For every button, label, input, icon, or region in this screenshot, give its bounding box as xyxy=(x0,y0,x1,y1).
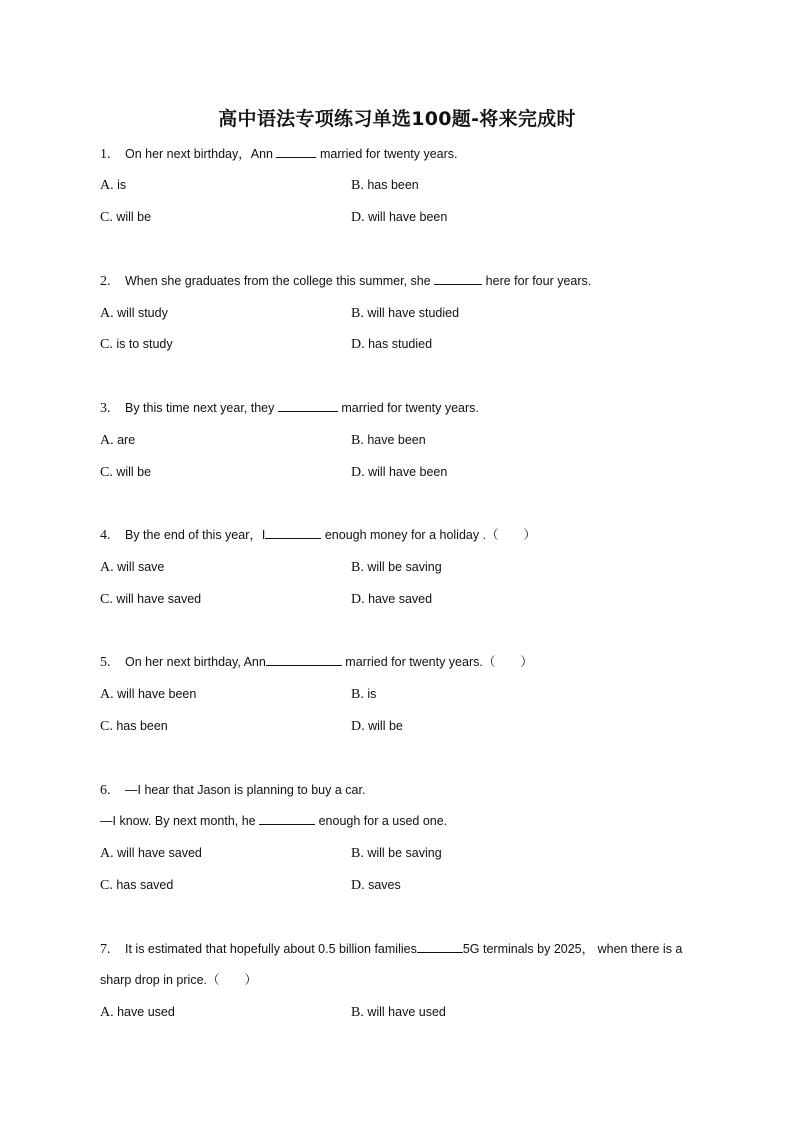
option-b[interactable]: B. is xyxy=(351,687,377,702)
option-d[interactable]: D. saves xyxy=(351,878,401,893)
question-number: 2. xyxy=(100,274,111,289)
page-title: 高中语法专项练习单选100题-将来完成时 xyxy=(218,108,576,130)
option-c[interactable]: C. is to study xyxy=(100,337,173,352)
question-text-after: enough money for a holiday .（ ） xyxy=(321,528,537,542)
question-text-before: It is estimated that hopefully about 0.5 billion families xyxy=(125,942,417,956)
answer-blank xyxy=(434,273,482,285)
question-text-before: When she graduates from the college this summer, she xyxy=(125,274,435,288)
option-c[interactable]: C. will be xyxy=(100,210,152,225)
option-b[interactable]: B. has been xyxy=(351,178,419,193)
question-1 xyxy=(100,146,458,163)
question-number: 7. xyxy=(100,942,111,957)
question-text-after: 5G terminals by 2025， when there is a xyxy=(462,942,683,956)
question-text-before: On her next birthday, Ann xyxy=(125,655,266,669)
option-d[interactable]: D. have saved xyxy=(351,592,433,607)
option-c[interactable]: C. has been xyxy=(100,719,168,734)
option-d[interactable]: D. has studied xyxy=(351,337,433,352)
answer-blank xyxy=(265,527,321,539)
option-b[interactable]: B. will be saving xyxy=(351,560,442,575)
question-4 xyxy=(100,527,536,544)
option-a[interactable]: A. will have been xyxy=(100,687,197,702)
option-a[interactable]: A. have used xyxy=(100,1005,175,1020)
question-text-after: married for twenty years.（ ） xyxy=(341,655,533,669)
question-text-after: married for twenty years. xyxy=(337,401,479,415)
question-number: 1. xyxy=(100,147,111,162)
answer-blank xyxy=(259,813,315,825)
option-a[interactable]: A. are xyxy=(100,433,136,448)
question-text-after: married for twenty years. xyxy=(316,147,458,161)
question-text-before: By this time next year, they xyxy=(125,401,278,415)
question-5 xyxy=(100,654,533,671)
question-2 xyxy=(100,273,591,290)
question-number: 4. xyxy=(100,528,111,543)
question-text-after: here for four years. xyxy=(482,274,592,288)
answer-blank xyxy=(417,941,463,953)
option-d[interactable]: D. will be xyxy=(351,719,403,734)
answer-blank xyxy=(276,146,316,158)
option-a[interactable]: A. is xyxy=(100,178,127,193)
option-b[interactable]: B. have been xyxy=(351,433,426,448)
option-a[interactable]: A. will study xyxy=(100,306,168,321)
question-3 xyxy=(100,400,479,417)
question-number: 6. xyxy=(100,783,111,798)
question-text-line1: —I hear that Jason is planning to buy a car. xyxy=(125,783,366,797)
question-text-before: —I know. By next month, he xyxy=(100,814,260,828)
question-6 xyxy=(100,782,365,799)
option-a[interactable]: A. will save xyxy=(100,560,165,575)
option-d[interactable]: D. will have been xyxy=(351,210,448,225)
question-number: 3. xyxy=(100,401,111,416)
question-text-line2: sharp drop in price.（ ） xyxy=(100,973,258,987)
question-text-after: enough for a used one. xyxy=(315,814,448,828)
answer-blank xyxy=(278,400,338,412)
question-number: 5. xyxy=(100,655,111,670)
option-b[interactable]: B. will have studied xyxy=(351,306,460,321)
option-d[interactable]: D. will have been xyxy=(351,465,448,480)
option-c[interactable]: C. will be xyxy=(100,465,152,480)
option-a[interactable]: A. will have saved xyxy=(100,846,202,861)
question-6-line2 xyxy=(100,813,447,829)
option-b[interactable]: B. will be saving xyxy=(351,846,442,861)
question-7-line2 xyxy=(100,972,257,988)
question-text-before: By the end of this year，I xyxy=(125,528,266,542)
option-b[interactable]: B. will have used xyxy=(351,1005,446,1020)
question-7 xyxy=(100,941,682,958)
question-text-before: On her next birthday，Ann xyxy=(125,147,277,161)
option-c[interactable]: C. will have saved xyxy=(100,592,202,607)
option-c[interactable]: C. has saved xyxy=(100,878,174,893)
answer-blank xyxy=(266,654,342,666)
